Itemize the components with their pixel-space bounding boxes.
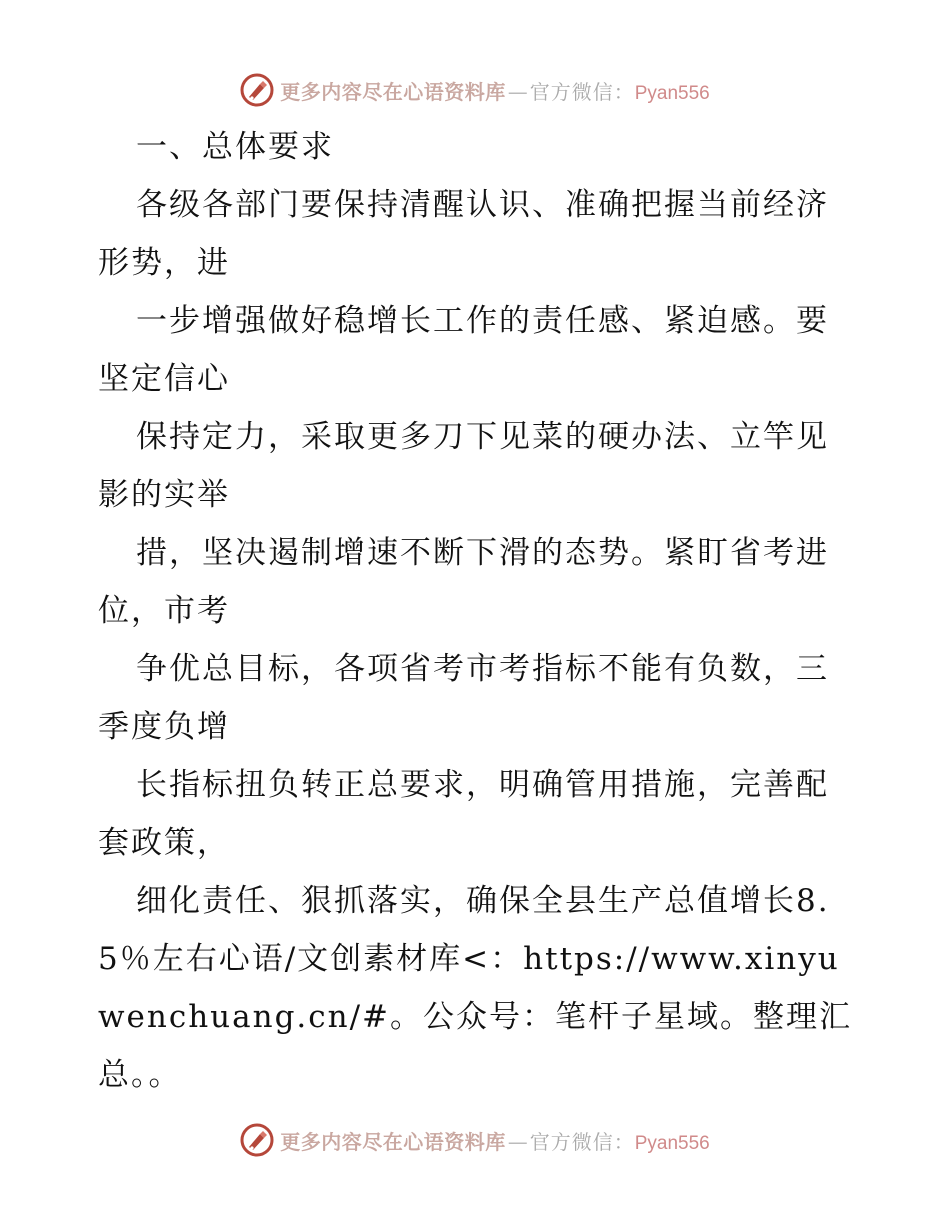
- section-heading: 一、总体要求: [136, 129, 334, 165]
- footer-watermark-banner: [0, 1120, 950, 1160]
- body-paragraph: 一步增强做好稳增长工作的责任感、紧迫感。要坚定信心: [98, 303, 829, 397]
- body-paragraph: 各级各部门要保持清醒认识、准确把握当前经济形势，进: [98, 187, 829, 281]
- banner-official-label: 官方微信：: [529, 1129, 635, 1154]
- banner-wechat-id: Pyan556: [634, 82, 710, 104]
- banner-main-text: 更多内容尽在心语资料库: [280, 1129, 506, 1154]
- body-paragraph: 争优总目标，各项省考市考指标不能有负数，三季度负增: [98, 651, 829, 745]
- body-paragraph: 措，坚决遏制增速不断下滑的态势。紧盯省考进位，市考: [98, 535, 829, 629]
- body-paragraph: 保持定力，采取更多刀下见菜的硬办法、立竿见影的实举: [98, 419, 829, 513]
- banner-main-text: 更多内容尽在心语资料库: [280, 79, 506, 104]
- banner-wechat-id: Pyan556: [634, 1132, 710, 1154]
- header-watermark-banner: [0, 70, 950, 110]
- document-body: [98, 118, 858, 1104]
- pen-nib-logo-icon: [240, 1123, 274, 1157]
- banner-dash: —: [507, 1129, 528, 1154]
- body-paragraph: 细化责任、狠抓落实，确保全县生产总值增长8.5％左右心语/文创素材库<：https://www.xinyuwenchuang.cn/#。公众号：笔杆子星域。整理汇总。。: [98, 883, 853, 1093]
- body-paragraph: 长指标扭负转正总要求，明确管用措施，完善配套政策，: [98, 767, 829, 861]
- pen-nib-logo-icon: [240, 73, 274, 107]
- banner-dash: —: [507, 79, 528, 104]
- banner-official-label: 官方微信：: [529, 79, 635, 104]
